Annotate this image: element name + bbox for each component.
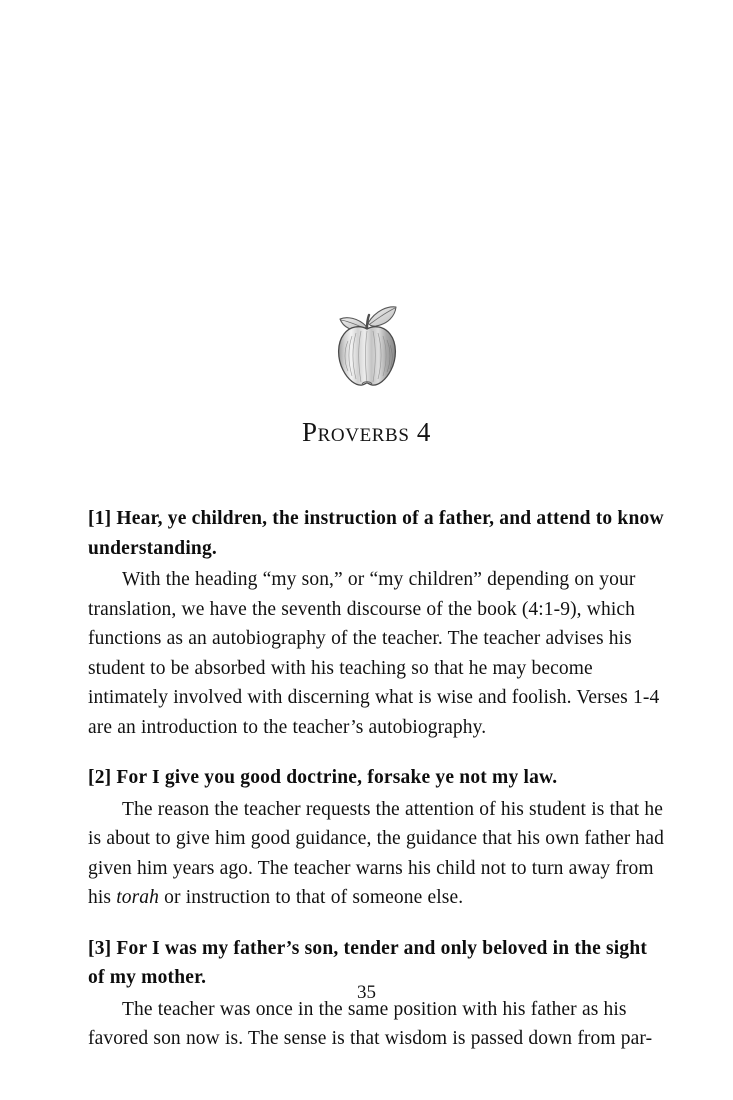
- paragraph-2-text-after-italic: or instruction to that of someone else.: [158, 887, 464, 908]
- commentary-paragraph-1: With the heading “my son,” or “my children” depending on your translation, we have the seventh discourse of the book (4:1-9), which functions as an autobiography of the teacher. The teacher advises his student to be absorbed with his teaching so that he may become intimately involved with discerning what is wise and foolish. Verses 1-4 are an introduction to the teacher’s autobiography.: [88, 569, 660, 738]
- commentary-paragraph-2: [88, 795, 668, 913]
- chapter-title: Proverbs 4: [302, 417, 431, 447]
- paragraph-2-italic-term: torah: [116, 887, 159, 908]
- commentary-paragraph-3: The teacher was once in the same position with his father as his favored son now is. The sense is that wisdom is passed down from par-: [88, 998, 653, 1049]
- verse-heading-2: [2] For I give you good doctrine, forsake ye not my law.: [88, 767, 558, 788]
- apple-ornament-icon: [331, 300, 403, 392]
- verse-heading-3: [3] For I was my father’s son, tender and only beloved in the sight of my mother.: [88, 937, 648, 988]
- text-column: [88, 504, 668, 1054]
- verse-heading-1: [1] Hear, ye children, the instruction of a father, and attend to know understanding.: [88, 508, 664, 559]
- page-number: 35: [357, 982, 376, 1003]
- chapter-ornament: [0, 300, 733, 392]
- paragraph-2-text-before-italic: The reason the teacher requests the attention of his student is that he is about to give him good guidance, the guidance that his own father had given him years ago. The teacher warns his child not to turn away from his: [88, 798, 664, 908]
